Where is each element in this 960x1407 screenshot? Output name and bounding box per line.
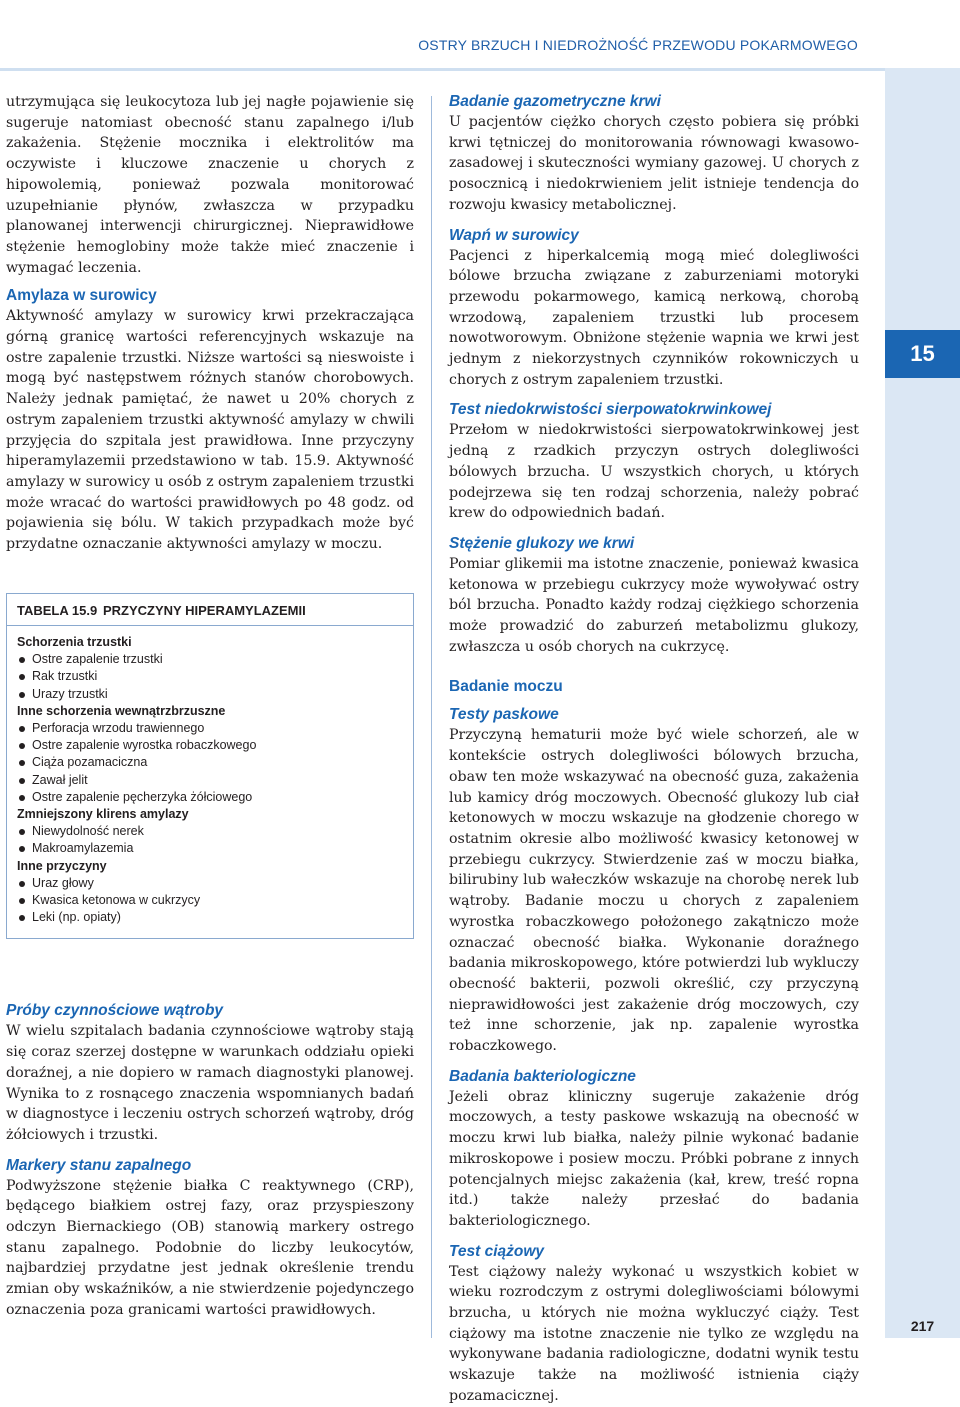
table-list-item: Ostre zapalenie pęcherzyka żółciowego — [17, 789, 403, 806]
table-group-heading: Schorzenia trzustki — [17, 634, 132, 649]
table-group — [17, 806, 403, 858]
section-heading-markery: Markery stanu zapalnego — [6, 1156, 192, 1174]
left-column — [6, 92, 414, 1321]
ciaza-paragraph: Test ciążowy należy wykonać u wszystkich kobiet w wieku rozrodczym z ostrymi dolegliwościami bólowymi brzucha, u których nie można wykluczyć ciąży. Test ciążowy ma istotne znaczenie nie tylko ze względu na wykonywane badania radiologiczne, dodatni wynik testu wskazuje także na możliwość istnienia ciąży pozamacicznej. — [449, 1263, 859, 1404]
section-heading-proby: Próby czynnościowe wątroby — [6, 1002, 224, 1020]
column-divider — [431, 96, 432, 1338]
amylaza-paragraph: Aktywność amylazy w surowicy krwi przekraczająca górną granicę wartości referencyjnych wskazuje na ostre zapalenie trzustki. Niższe wartości są nieswoiste i mogą być następstwem różnych stanów chorobowych. Należy jednak pamiętać, że nawet u 20% chorych z ostrym zapaleniem trzustki aktywność amylazy w chwili przyjęcia do szpitala jest prawidłowa. Inne przyczyny hiperamylazemii przedstawiono w tab. 15.9. Aktywność amylazy w surowicy u osób z ostrym zapaleniem trzustki może wracać do wartości prawidłowych po 48 godz. od pojawienia się bólu. W takich przypadkach może być przydatne oznaczanie aktywności amylazy w moczu. — [6, 308, 414, 553]
table-list-item: Makroamylazemia — [17, 840, 403, 857]
section-heading-bakteriologia: Badania bakteriologiczne — [449, 1067, 636, 1085]
table-list-item: Perforacja wrzodu trawiennego — [17, 720, 403, 737]
section-heading-paskowe: Testy paskowe — [449, 706, 559, 724]
section-heading-wapn: Wapń w surowicy — [449, 226, 579, 244]
table-15-9 — [6, 593, 414, 940]
section-heading-glukoza: Stężenie glukozy we krwi — [449, 534, 635, 552]
table-list-item: Leki (np. opiaty) — [17, 909, 403, 926]
table-title — [7, 602, 413, 626]
table-list-item: Niewydolność nerek — [17, 823, 403, 840]
bakteriologia-paragraph: Jeżeli obraz kliniczny sugeruje zakażenie dróg moczowych, a testy paskowe wskazują na obecność w moczu krwi lub białka, należy pilnie wykonać badanie mikroskopowe i posiew moczu. Próbki pobrane z innych potencjalnych miejsc zakażenia (kał, krew, treść ropna itd.) także należy przesłać do badania bakteriologicznego. — [449, 1088, 859, 1229]
table-list-item: Ostre zapalenie trzustki — [17, 651, 403, 668]
section-heading-mocz: Badanie moczu — [449, 678, 563, 696]
wapn-paragraph: Pacjenci z hiperkalcemią mogą mieć dolegliwości bólowe brzucha związane z zaburzeniami motoryki przewodu pokarmowego, kamicą nerkową, chorobą wrzodową, zapaleniem trzustki lub procesem nowotworowym. Obniżone stężenie wapnia we krwi jest jednym z niekorzystnych czynników rokowniczych u chorych z ostrym zapaleniem trzustki. — [449, 247, 859, 388]
section-heading-ciaza: Test ciążowy — [449, 1242, 545, 1260]
section-heading-sierpowato: Test niedokrwistości sierpowatokrwinkowej — [449, 401, 772, 419]
table-group-heading: Zmniejszony klirens amylazy — [17, 807, 189, 821]
table-list-item: Ciąża pozamaciczna — [17, 754, 403, 771]
chapter-number-badge: 15 — [885, 330, 960, 378]
right-column — [449, 92, 859, 1407]
page-number: 217 — [910, 1318, 935, 1334]
table-list-item: Kwasica ketonowa w cukrzycy — [17, 892, 403, 909]
table-group — [17, 703, 403, 806]
table-list-item: Ostre zapalenie wyrostka robaczkowego — [17, 737, 403, 754]
table-list-item: Rak trzustki — [17, 668, 403, 685]
page-header — [0, 0, 960, 68]
sierpowato-paragraph: Przełom w niedokrwistości sierpowatokrwinkowej jest jedną z rzadkich przyczyn ostrych dolegliwości bólowych brzucha. U wszystkich chorych, u których podejrzewa się ten rodzaj schorzenia, należy pobrać krew do odpowiednich badań. — [449, 422, 859, 522]
table-caption: PRZYCZYNY HIPERAMYLAZEMII — [103, 602, 306, 618]
table-list-item: Uraz głowy — [17, 875, 403, 892]
markery-paragraph: Podwyższone stężenie białka C reaktywnego (CRP), będącego białkiem ostrej fazy, oraz przyspieszony odczyn Biernackiego (OB) stanowią markery ostrego stanu zapalnego. Podobnie do liczby leukocytów, najbardziej przydatne jest jednak określenie trendu zmian oby wskaźników, a nie stwierdzenie pojedynczego oznaczenia poza granicami wartości prawidłowych. — [6, 1177, 414, 1318]
intro-paragraph: utrzymująca się leukocytoza lub jej nagłe pojawienie się sugeruje natomiast obecność stanu zapalnego i/lub zakażenia. Stężenie mocznika i elektrolitów ma oczywiste i kluczowe znaczenie u chorych z hipowolemią, ponieważ pozwala monitorować uzupełnianie płynów, zwłaszcza w przypadku planowanej interwencji chirurgicznej. Nieprawidłowe stężenie hemoglobiny może także mieć znaczenie i wymagać leczenia. — [6, 94, 414, 276]
chapter-side-tab — [885, 68, 960, 1338]
table-list-item: Urazy trzustki — [17, 686, 403, 703]
running-header-title: OSTRY BRZUCH I NIEDROŻNOŚĆ PRZEWODU POKARMOWEGO — [418, 37, 858, 53]
table-group-heading: Inne przyczyny — [17, 858, 107, 873]
table-list-item: Zawał jelit — [17, 772, 403, 789]
table-group — [17, 634, 403, 703]
section-heading-gazometria: Badanie gazometryczne krwi — [449, 93, 661, 110]
table-number: TABELA 15.9 — [17, 602, 98, 618]
table-group-heading: Inne schorzenia wewnątrzbrzuszne — [17, 703, 226, 718]
section-heading-amylaza: Amylaza w surowicy — [6, 287, 157, 305]
gazometria-paragraph: U pacjentów ciężko chorych często pobiera się próbki krwi tętniczej do monitorowania równowagi kwasowo-zasadowej i skuteczności wymiany gazowej. U chorych z posocznicą i niedokrwieniem jelit istnieje tendencja do rozwoju kwasicy metabolicznej. — [449, 114, 859, 213]
glukoza-paragraph: Pomiar glikemii ma istotne znaczenie, ponieważ kwasica ketonowa w przebiegu cukrzycy może wywoływać ostry ból brzucha. Ponadto każdy rodzaj ciężkiego schorzenia może prowadzić do zaburzeń metabolizmu glukozy, zwłaszcza u osób chorych na cukrzycę. — [449, 555, 859, 655]
paskowe-paragraph: Przyczyną hematurii może być wiele schorzeń, ale w kontekście ostrych dolegliwości bólowych brzucha, obaw ten może wskazywać na obecność guza, zakażenia lub kamicy dróg moczowych. Obecność glukozy lub ciał ketonowych w moczu wskazuje na głodzenie chorego w ostatnim okresie albo możliwość kwasicy ketonowej w przebiegu cukrzycy. Stwierdzenie zaś w moczu białka, bilirubiny lub wałeczków wskazuje na chorobę nerek lub wątroby. Badanie moczu u chorych z zapaleniem wyrostka robaczkowego położonego zakątniczo może oznaczać obecność białka. Wykonanie doraźnego badania mikroskopowego, które potwierdzi lub wykluczy obecność bakterii, pozwoli określić, czy przyczyną nieprawidłowości jest zakażenie dróg moczowych, czy też inne schorzenie, jak np. zapalenie wyrostka robaczkowego. — [449, 727, 859, 1055]
table-group — [17, 858, 403, 927]
header-rule — [0, 68, 885, 71]
proby-paragraph: W wielu szpitalach badania czynnościowe wątroby stają się coraz szerzej dostępne w warunkach oddziału opieki doraźnej, a nie dopiero w ramach diagnostyki planowej. Wynika to z rosnącego znaczenia wspomnianych badań w diagnostyce i leczeniu ostrych schorzeń wątroby, dróg żółciowych i trzustki. — [6, 1023, 414, 1143]
